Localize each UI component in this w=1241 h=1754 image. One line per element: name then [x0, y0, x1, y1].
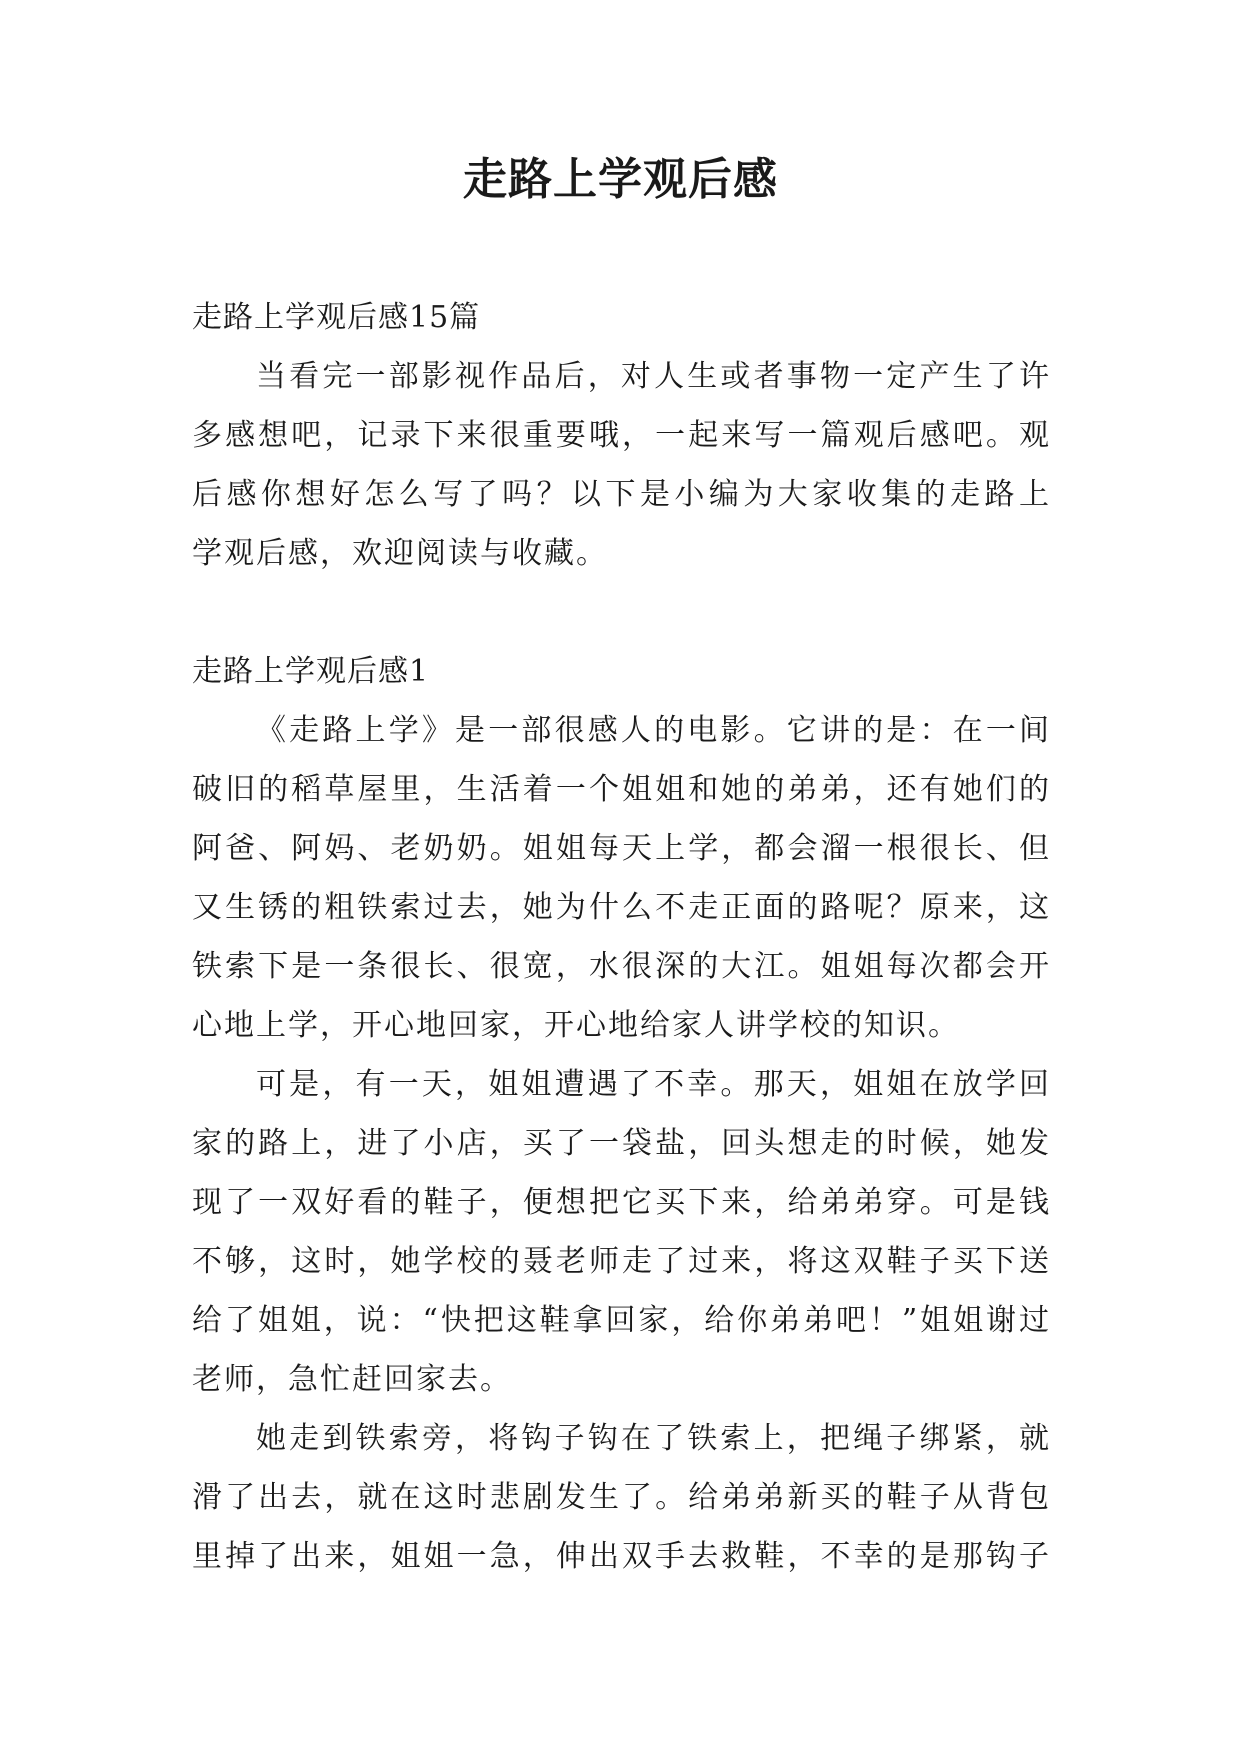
- document-subtitle: 走路上学观后感15篇: [192, 300, 481, 335]
- paragraph-2: [192, 1055, 1049, 1409]
- text-line: 可是，有一天，姐姐遭遇了不幸。那天，姐姐在放学回: [256, 1067, 1049, 1102]
- text-line: 当看完一部影视作品后，对人生或者事物一定产生了许: [256, 359, 1049, 394]
- text-line: 后感你想好怎么写了吗？以下是小编为大家收集的走路上: [192, 477, 1049, 512]
- text-line: 铁索下是一条很长、很宽，水很深的大江。姐姐每次都会开: [192, 949, 1049, 984]
- text-line: 又生锈的粗铁索过去，她为什么不走正面的路呢？原来，这: [192, 890, 1049, 925]
- text-line: 破旧的稻草屋里，生活着一个姐姐和她的弟弟，还有她们的: [192, 772, 1049, 807]
- paragraph-gap: [192, 583, 1049, 642]
- text-line: 心地上学，开心地回家，开心地给家人讲学校的知识。: [192, 1008, 960, 1043]
- text-line: 多感想吧，记录下来很重要哦，一起来写一篇观后感吧。观: [192, 418, 1049, 453]
- document-body: [192, 288, 1049, 1586]
- text-line: 学观后感，欢迎阅读与收藏。: [192, 536, 608, 571]
- text-line: 给了姐姐，说：“快把这鞋拿回家，给你弟弟吧！”姐姐谢过: [192, 1303, 1049, 1338]
- text-line: 她走到铁索旁，将钩子钩在了铁索上，把绳子绑紧，就: [256, 1421, 1049, 1456]
- text-line: 不够，这时，她学校的聂老师走了过来，将这双鞋子买下送: [192, 1244, 1049, 1279]
- paragraph-1: [192, 701, 1049, 1055]
- text-line: 老师，急忙赶回家去。: [192, 1362, 512, 1397]
- text-line: 滑了出去，就在这时悲剧发生了。给弟弟新买的鞋子从背包: [192, 1480, 1049, 1515]
- paragraph-3: [192, 1409, 1049, 1586]
- section-heading: 走路上学观后感1: [192, 654, 430, 689]
- text-line: 家的路上，进了小店，买了一袋盐，回头想走的时候，她发: [192, 1126, 1049, 1161]
- document-title: 走路上学观后感: [463, 154, 778, 205]
- text-line: 《走路上学》是一部很感人的电影。它讲的是：在一间: [256, 713, 1049, 748]
- text-line: 阿爸、阿妈、老奶奶。姐姐每天上学，都会溜一根很长、但: [192, 831, 1049, 866]
- text-line: 现了一双好看的鞋子，便想把它买下来，给弟弟穿。可是钱: [192, 1185, 1049, 1220]
- text-line: 里掉了出来，姐姐一急，伸出双手去救鞋，不幸的是那钩子: [192, 1539, 1049, 1574]
- intro-paragraph: [192, 347, 1049, 583]
